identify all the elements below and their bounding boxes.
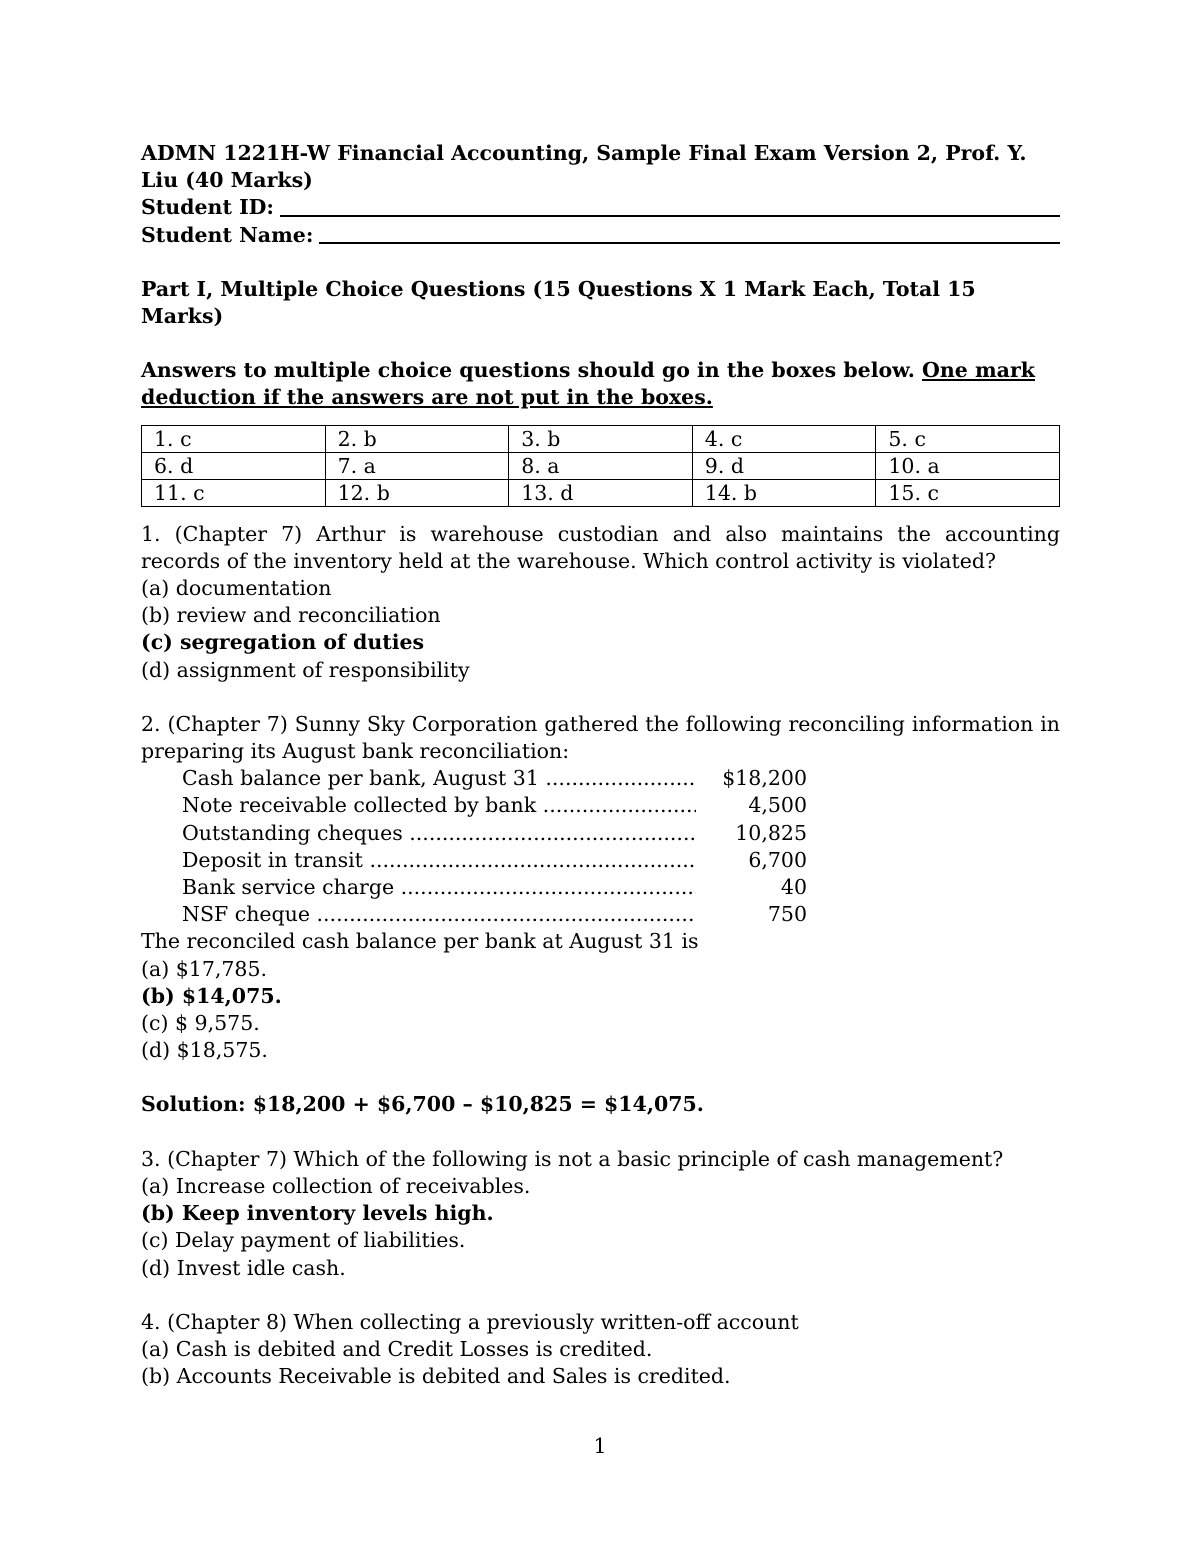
recon-amount: 4,500 (748, 793, 807, 818)
student-name-row (141, 222, 1060, 249)
answer-cell[interactable]: 13. d (509, 479, 693, 506)
recon-amount: 6,700 (748, 847, 807, 872)
recon-row (141, 765, 1060, 792)
q2-option-c: (c) $ 9,575. (141, 1011, 260, 1036)
q3-option-b: (b) Keep inventory levels high. (141, 1201, 494, 1226)
answer-cell[interactable]: 2. b (325, 425, 509, 452)
q2-option-d: (d) $18,575. (141, 1038, 268, 1063)
student-id-label: Student ID: (141, 195, 274, 220)
part1-heading: Part I, Multiple Choice Questions (15 Questions X 1 Mark Each, Total 15 Marks) (141, 276, 976, 329)
exam-title: ADMN 1221H-W Financial Accounting, Sample Final Exam Version 2, Prof. Y. Liu (40 Marks) (141, 141, 1027, 193)
q2-solution: Solution: $18,200 + $6,700 – $10,825 = $14,075. (141, 1092, 704, 1117)
recon-row (141, 820, 1060, 847)
answer-cell[interactable]: 5. c (876, 425, 1060, 452)
recon-label: Note receivable collected by bank ..... (182, 792, 696, 819)
instructions-text: Answers to multiple choice questions should go in the boxes below. (141, 358, 915, 383)
q2-option-a: (a) $17,785. (141, 956, 268, 981)
recon-label: Cash balance per bank, August 31 ..... (182, 765, 696, 792)
answer-cell[interactable]: 10. a (876, 452, 1060, 479)
answer-cell[interactable]: 15. c (876, 479, 1060, 506)
answer-cell[interactable]: 1. c (142, 425, 326, 452)
recon-row (141, 901, 1060, 928)
answer-cell[interactable]: 9. d (692, 452, 876, 479)
answer-cell[interactable]: 14. b (692, 479, 876, 506)
q4-option-b: (b) Accounts Receivable is debited and Sales is credited. (141, 1364, 731, 1389)
q3-option-d: (d) Invest idle cash. (141, 1255, 346, 1280)
student-name-field[interactable] (319, 222, 1060, 244)
part1-instructions (141, 357, 1060, 411)
recon-amount: 10,825 (735, 820, 807, 845)
answer-table (141, 425, 1060, 507)
q1-option-a: (a) documentation (141, 576, 332, 601)
question-4-stem: 4. (Chapter 8) When collecting a previously written-off account (141, 1309, 799, 1334)
answer-cell[interactable]: 6. d (142, 452, 326, 479)
q1-option-c: (c) segregation of duties (141, 630, 425, 655)
student-id-field[interactable] (280, 194, 1060, 216)
recon-label: Outstanding cheques ..... (182, 820, 696, 847)
recon-amount: 40 (780, 875, 807, 900)
answer-cell[interactable]: 7. a (325, 452, 509, 479)
q4-option-a: (a) Cash is debited and Credit Losses is credited. (141, 1336, 653, 1361)
recon-label: NSF cheque ..... (182, 901, 696, 928)
answer-cell[interactable]: 3. b (509, 425, 693, 452)
reconciliation-list (141, 765, 1060, 928)
answer-cell[interactable]: 8. a (509, 452, 693, 479)
answer-cell[interactable]: 4. c (692, 425, 876, 452)
q3-option-a: (a) Increase collection of receivables. (141, 1173, 531, 1198)
q2-option-b: (b) $14,075. (141, 983, 282, 1008)
recon-row (141, 874, 1060, 901)
recon-amount: 750 (767, 902, 807, 927)
q3-option-c: (c) Delay payment of liabilities. (141, 1228, 466, 1253)
answer-row (142, 452, 1060, 479)
question-2-stem: 2. (Chapter 7) Sunny Sky Corporation gathered the following reconciling information in preparing its August bank reconciliation: (141, 711, 1060, 764)
recon-row (141, 847, 1060, 874)
student-name-label: Student Name: (141, 222, 314, 247)
student-id-row (141, 194, 1060, 221)
page-number: 1 (593, 1434, 607, 1458)
answer-row (142, 425, 1060, 452)
instructions-warning: One mark deduction if the answers are not put in the boxes. (141, 358, 1035, 410)
q1-option-d: (d) assignment of responsibility (141, 657, 470, 682)
recon-label: Deposit in transit ..... (182, 847, 696, 874)
question-3-stem: 3. (Chapter 7) Which of the following is not a basic principle of cash management? (141, 1146, 1004, 1171)
question-1-stem: 1. (Chapter 7) Arthur is warehouse custodian and also maintains the accounting records of the inventory held at the warehouse. Which control activity is violated? (141, 521, 1060, 573)
q1-option-b: (b) review and reconciliation (141, 603, 441, 628)
recon-label: Bank service charge ..... (182, 874, 696, 901)
q2-prompt: The reconciled cash balance per bank at August 31 is (141, 929, 699, 954)
exam-page (141, 140, 1060, 1390)
answer-cell[interactable]: 12. b (325, 479, 509, 506)
recon-row (141, 792, 1060, 819)
answer-row (142, 479, 1060, 506)
recon-amount: $18,200 (722, 766, 807, 791)
answer-cell[interactable]: 11. c (142, 479, 326, 506)
